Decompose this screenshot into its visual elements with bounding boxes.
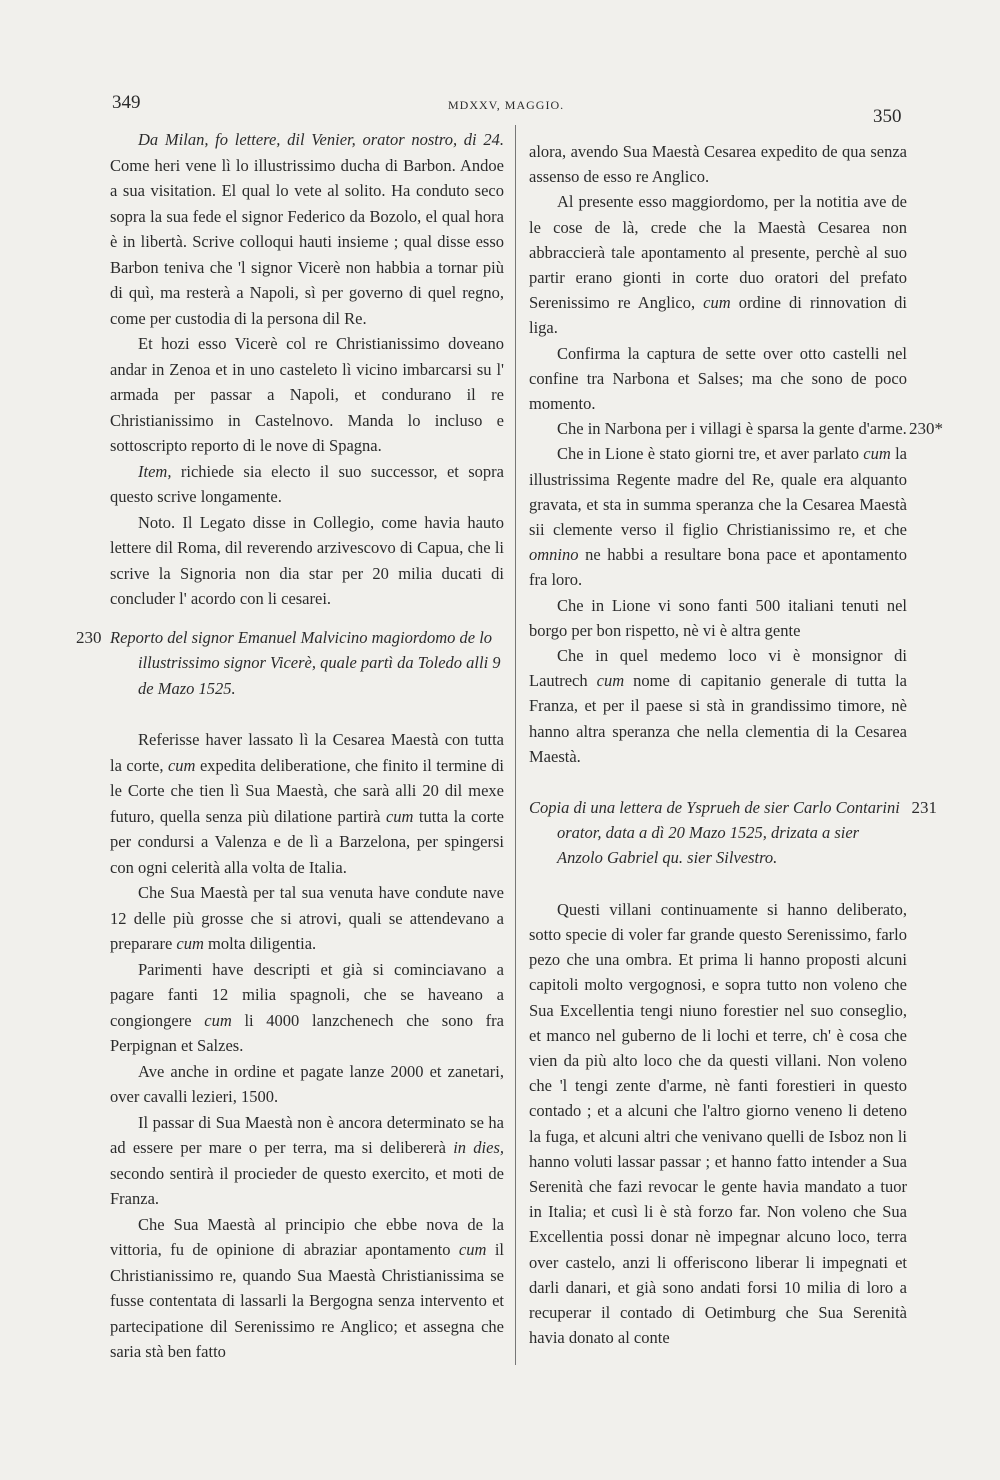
section-heading-text: Copia di una lettera de Ysprueh de sier Carlo Contarini orator, data a dì 20 Mazo 1525, drizata a sier Anzolo Gabriel qu. sier Silvestro. [529, 798, 900, 868]
right-page-number: 350 [873, 106, 902, 127]
text: ne habbi a resultare bona pace et apontamento fra loro. [529, 545, 907, 590]
paragraph [529, 416, 943, 441]
paragraph: Et hozi esso Vicerè col re Christianissimo doveano andar in Zenoa et in uno casteleto lì vicino imbarcarsi su l' armada per passar a Napoli, et condurano il re Christianissimo in Castelnovo. Manda lo incluso e sottoscripto reporto di le nove di Spagna. [110, 334, 504, 455]
text: Che in quel medemo loco vi è monsignor di Lautrech [529, 646, 907, 691]
paragraph [110, 880, 504, 957]
paragraph [529, 189, 907, 340]
paragraph-continued: alora, avendo Sua Maestà Cesarea expedito de qua senza assenso de esso re Anglico. [529, 142, 907, 187]
letter-heading-milan: Da Milan, fo lettere, dil Venier, orator nostro, di 24. [138, 130, 504, 149]
text: Parimenti have descripti et già si cominciavano a pagare fanti 12 milia spagnoli, che se haveano a congiongere [110, 959, 504, 1030]
right-column [529, 139, 943, 1350]
italic-term: cum [204, 1010, 232, 1030]
left-page-number: 349 [112, 92, 141, 113]
margin-number: 230* [909, 419, 943, 439]
text: Che Sua Maestà al principio che ebbe nova de la vittoria, fu de opinione di abraziar apontamento [110, 1214, 504, 1259]
paragraph [110, 1212, 504, 1365]
italic-term: cum [176, 934, 204, 953]
column-divider [515, 125, 516, 1365]
paragraph: Che in Lione vi sono fanti 500 italiani tenuti nel borgo per bon rispetto, nè vi è altra gente [529, 595, 907, 640]
left-column [76, 127, 505, 1365]
text: Che Sua Maestà per tal sua venuta have condute nave 12 delle più grosse che si atrovi, quali se attendevano a preparare [110, 883, 504, 953]
italic-term: Item, [138, 461, 172, 481]
text: Che in Lione è stato giorni tre, et aver parlato [557, 444, 864, 464]
paragraph [110, 1110, 504, 1212]
text: secondo sentirà il procieder de questo exercito, et moti de Franza. [110, 1163, 504, 1208]
text: expedita deliberatione, che finito il termine di le Corte che tien lì Sua Maestà, che sarà alli 20 dil mexe futuro, quella senza più dilatione partirà [110, 755, 504, 826]
margin-number: 231 [911, 798, 937, 818]
paragraph-letter-milan [110, 127, 504, 331]
paragraph-noto: Noto. Il Legato disse in Collegio, come havia hauto lettere dil Roma, dil reverendo arzivescovo di Capua, che li scrive la Signoria non dia star per 20 milia ducati di concluder l' acordo con li cesarei. [110, 512, 504, 608]
text: nome di capitanio generale di tutta la Franza, et per il paese si stà in grandissimo timore, nè hanno altra speranza che nella clementia di la Cesarea Maestà. [529, 671, 907, 766]
text: Al presente esso maggiordomo, per la notitia ave de le cose de là, crede che la Maestà Cesarea non abbraccierà tale apontamento al presente, perchè al suo partir erano gionti in corte duo oratori del prefato Serenissimo re Anglico, [529, 192, 907, 313]
section-heading-text: Reporto del signor Emanuel Malvicino magiordomo de lo illustrissimo signor Vicerè, quale partì da Toledo alli 9 de Mazo 1525. [110, 627, 501, 698]
running-header [0, 92, 1000, 127]
paragraph: Ave anche in ordine et pagate lanze 2000 et zanetari, over cavalli lezieri, 1500. [110, 1061, 504, 1106]
italic-term: cum [863, 444, 891, 464]
italic-term: cum [167, 755, 196, 775]
text: la illustrissima Regente madre del Re, quale era alquanto gravata, et sta in summa speranza che la Cesarea Maestà sii clemente verso il figlio Christianissimo re, et che [529, 444, 907, 540]
text: tutta la corte per condursi a Valenza e de lì a Barzelona, per spingersi con ogni celerità alla volta de Italia. [110, 806, 504, 877]
text: Referisse haver lassato lì la Cesarea Maestà con tutta la corte, [110, 730, 504, 775]
italic-term: cum [596, 671, 625, 691]
text: Il passar di Sua Maestà non è ancora determinato se ha ad essere per mare o per terra, ma si delibererà [110, 1112, 504, 1157]
margin-number: 230 [76, 627, 102, 647]
running-title: MDXXV, MAGGIO. [448, 98, 565, 112]
section-heading-231 [529, 795, 937, 871]
paragraph: Confirma la captura de sette over otto castelli nel confine tra Narbona et Salses; ma che sono de poco momento. [529, 343, 907, 414]
paragraph-text: richiede sia electo il suo successor, et sopra questo scrive longamente. [110, 461, 504, 506]
paragraph [110, 957, 504, 1059]
text: li 4000 lanzchenech che sono fra Perpignan et Salzes. [110, 1010, 504, 1055]
section-heading-230 [76, 625, 504, 702]
italic-term: cum [385, 806, 414, 826]
paragraph [529, 643, 907, 769]
paragraph: Questi villani continuamente si hanno deliberato, sotto specie di voler far grande questo Serenissimo, farlo pezo che una ombra. Et prima li hanno proposti alcuni capitoli molto vergognosi, e sopra tutto non voleno che Sua Excellentia tengi niuno forestier nel suo conseglio, et manco nel guberno de li lochi et terre, ch' è cosa che vien da più alto loco che da questi villani. Non voleno che 'l tengi zente d'arme, nè fanti forestieri in questo contado ; et a alcuni che l'altro giorno veneno li deteno la fuga, et alcuni altri che venivano quelli de Isboz non li hanno voluti lassar passar ; et hanno fatto intender a Sua Serenità che fazi revocar le gente havia mandato a tuor in Italia; et cusì li è stà forzo far. Non voleno che Sua Excellentia possi donar nè impegnar alcuno loco, terra over castelo, anzi li offeriscono liberar li impegnati et darli danari, et già sono andati forsi 10 milia di loro a recuperar il contado di Oetimburg che Sua Serenità havia donato al conte [529, 899, 907, 1348]
italic-term: in dies, [453, 1138, 504, 1157]
text: ordine di rinnovation di liga. [529, 293, 907, 338]
paragraph-text: Come heri vene lì lo illustrissimo ducha di Barbon. Andoe a sua visitation. El qual lo vete al solito. Ha conduto seco sopra la sua fede el signor Federico da Bozolo, el qual hora è in libertà. Scrive colloqui hauti insieme ; qual disse esso Barbon teniva che 'l signor Vicerè non habbia a tornar più di quì, ma resterà a Napoli, sì per governo di quel regno, come per custodia di la persona dil Re. [110, 155, 504, 328]
text: il Christianissimo re, quando Sua Maestà Christianissima se fusse contentata di lassarli la Bergogna senza intervento et partecipatione dil Serenissimo re Anglico; et assegna che saria stà ben fatto [110, 1240, 505, 1361]
paragraph [110, 727, 504, 880]
italic-term: omnino [529, 545, 579, 565]
text: molta diligentia. [203, 934, 317, 953]
italic-term: cum [458, 1240, 487, 1259]
text: Che in Narbona per i villagi è sparsa la gente d'arme. [557, 419, 907, 439]
italic-term: cum [703, 293, 731, 313]
paragraph [529, 441, 907, 592]
paragraph-item [110, 459, 504, 510]
